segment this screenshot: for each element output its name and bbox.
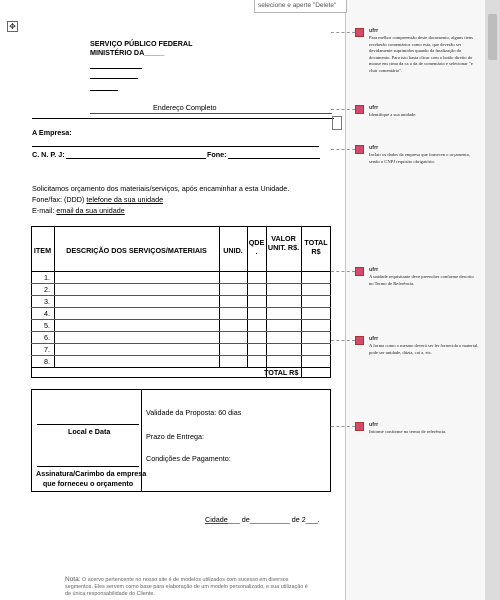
comment-author: ufrr [369,28,379,34]
row-number: 4. [44,309,50,318]
local-data-label: Local e Data [68,427,111,436]
row-number: 6. [44,333,50,342]
comment-connector [331,340,355,341]
fone-fax-line [32,195,163,204]
top-banner-text: selecione e aperte "Delete" [254,0,347,13]
header-total: TOTAL R$ [304,238,328,256]
comment-author: ufrr [369,105,379,111]
comment-author-icon [355,145,364,154]
cnpj-label: C. N. P. J: [32,150,65,159]
email-value: email da sua unidade [56,206,125,215]
comment-balloon[interactable] [355,145,480,175]
row-number: 2. [44,285,50,294]
comment-balloon[interactable] [355,336,480,366]
comment-balloon[interactable] [355,267,480,297]
cidade-label: Cidade [205,515,228,524]
header-unid: UNID. [223,246,243,255]
row-number: 1. [44,273,50,282]
cnpj-line [66,158,206,159]
blank-line [90,68,142,69]
header-line2: MINISTÉRIO DA_____ [90,48,165,57]
comment-author-icon [355,336,364,345]
blank-line [90,90,118,91]
header-qde: QDE . [248,238,265,256]
signature-label-1: Assinatura/Carimbo da empresa [36,469,147,478]
comment-connector [331,271,355,272]
comment-balloon[interactable] [355,28,480,88]
comment-text: Identifique a sua unidade. [369,112,417,117]
comment-connector [331,149,355,150]
prazo-text: Prazo de Entrega: [146,432,204,441]
comment-connector [331,32,355,33]
total-label: TOTAL R$ [264,368,299,377]
fone-label: Fone: [207,150,227,159]
signature-line [37,466,139,467]
comment-text: Inclair os dados da empresa que fornecen o orçamento, sendo o CNPJ requisito obrigatório. [369,152,471,164]
comment-author-icon [355,28,364,37]
fone-fax-value: telefone da sua unidade [86,195,164,204]
comment-text: Informe conforme no termo de referência. [369,429,447,434]
table-move-handle-icon[interactable]: ✥ [7,21,18,32]
company-line [32,146,319,147]
comment-author-icon [355,105,364,114]
company-label: A Empresa: [32,128,72,137]
validade-text: Validade da Proposta: 60 dias [146,408,242,417]
address-underline [32,118,334,119]
comment-text: Para melhor compreensão deste documento, alguns itens receberão comentários como esta, que deverão ser devidamente suprimidos quando da finalização do documento. Para isto basta clicar com o botão direito do mouse em cima da ca o da de comentário e selecionar "e cluir comentário". [369,35,473,73]
comment-author-icon [355,422,364,431]
table-row-line [31,283,331,284]
comment-balloon[interactable] [355,105,480,125]
comment-author-icon [355,267,364,276]
comment-author: ufrr [369,267,379,273]
table-row-line [31,343,331,344]
fone-fax-prefix: Fone/fax: (DDD) [32,195,87,204]
row-number: 7. [44,345,50,354]
date-blanks: ___ de__________ de 2___. [227,515,320,524]
comment-connector [331,426,355,427]
header-valor-unit: VALOR UNIT. R$. [267,234,300,252]
footer-note [65,576,310,598]
comments-margin [345,0,486,600]
vertical-scrollbar[interactable] [485,0,500,600]
table-row-line [31,319,331,320]
table-header-bottom [31,271,331,272]
header-item: ITEM [33,246,52,255]
table-row-line [31,307,331,308]
header-line1: SERVIÇO PÚBLICO FEDERAL [90,39,193,48]
comment-author: ufrr [369,145,379,151]
comment-connector [331,109,355,110]
condicoes-text: Condições de Pagamento: [146,454,231,463]
comment-text: A unidade requisitante deve preencher conforme descrito no Termo de Referência. [369,274,474,286]
blank-line [90,78,138,79]
local-data-line [37,424,139,425]
scrollbar-thumb[interactable] [488,14,497,60]
table-row-line [31,355,331,356]
row-number: 5. [44,321,50,330]
email-line [32,206,125,215]
note-label: Nota: [65,576,81,583]
table-row-line [31,295,331,296]
text-frame-box [332,116,342,130]
row-number: 8. [44,357,50,366]
cidade-line [205,515,320,524]
note-text: O acervo pertencente no nosso site é de modelos utilizados com sucesso em diversos segmentos. Eles servem como base para elaboração de um modelo personalizado, e sua utilização é de única responsabilidade do Cliente. [65,577,308,597]
comment-balloon[interactable] [355,422,480,442]
comment-author: ufrr [369,336,379,342]
request-text: Solicitamos orçamento dos materiais/serviços, após encaminhar a esta Unidade. [32,184,290,193]
row-number: 3. [44,297,50,306]
fone-line [228,158,320,159]
comment-text: A forma como o mesmo deverá ser ler fornecida o material, pode ser unidade, dúzia, cai a, etc. [369,343,479,355]
address-label: Endereço Completo [153,103,217,112]
header-descricao: DESCRIÇÃO DOS SERVIÇOS/MATERIAIS [66,246,207,255]
address-line [90,113,332,114]
signature-label-2: que forneceu o orçamento [42,479,134,488]
email-prefix: E-mail: [32,206,57,215]
comment-author: ufrr [369,422,379,428]
table-row-line [31,331,331,332]
